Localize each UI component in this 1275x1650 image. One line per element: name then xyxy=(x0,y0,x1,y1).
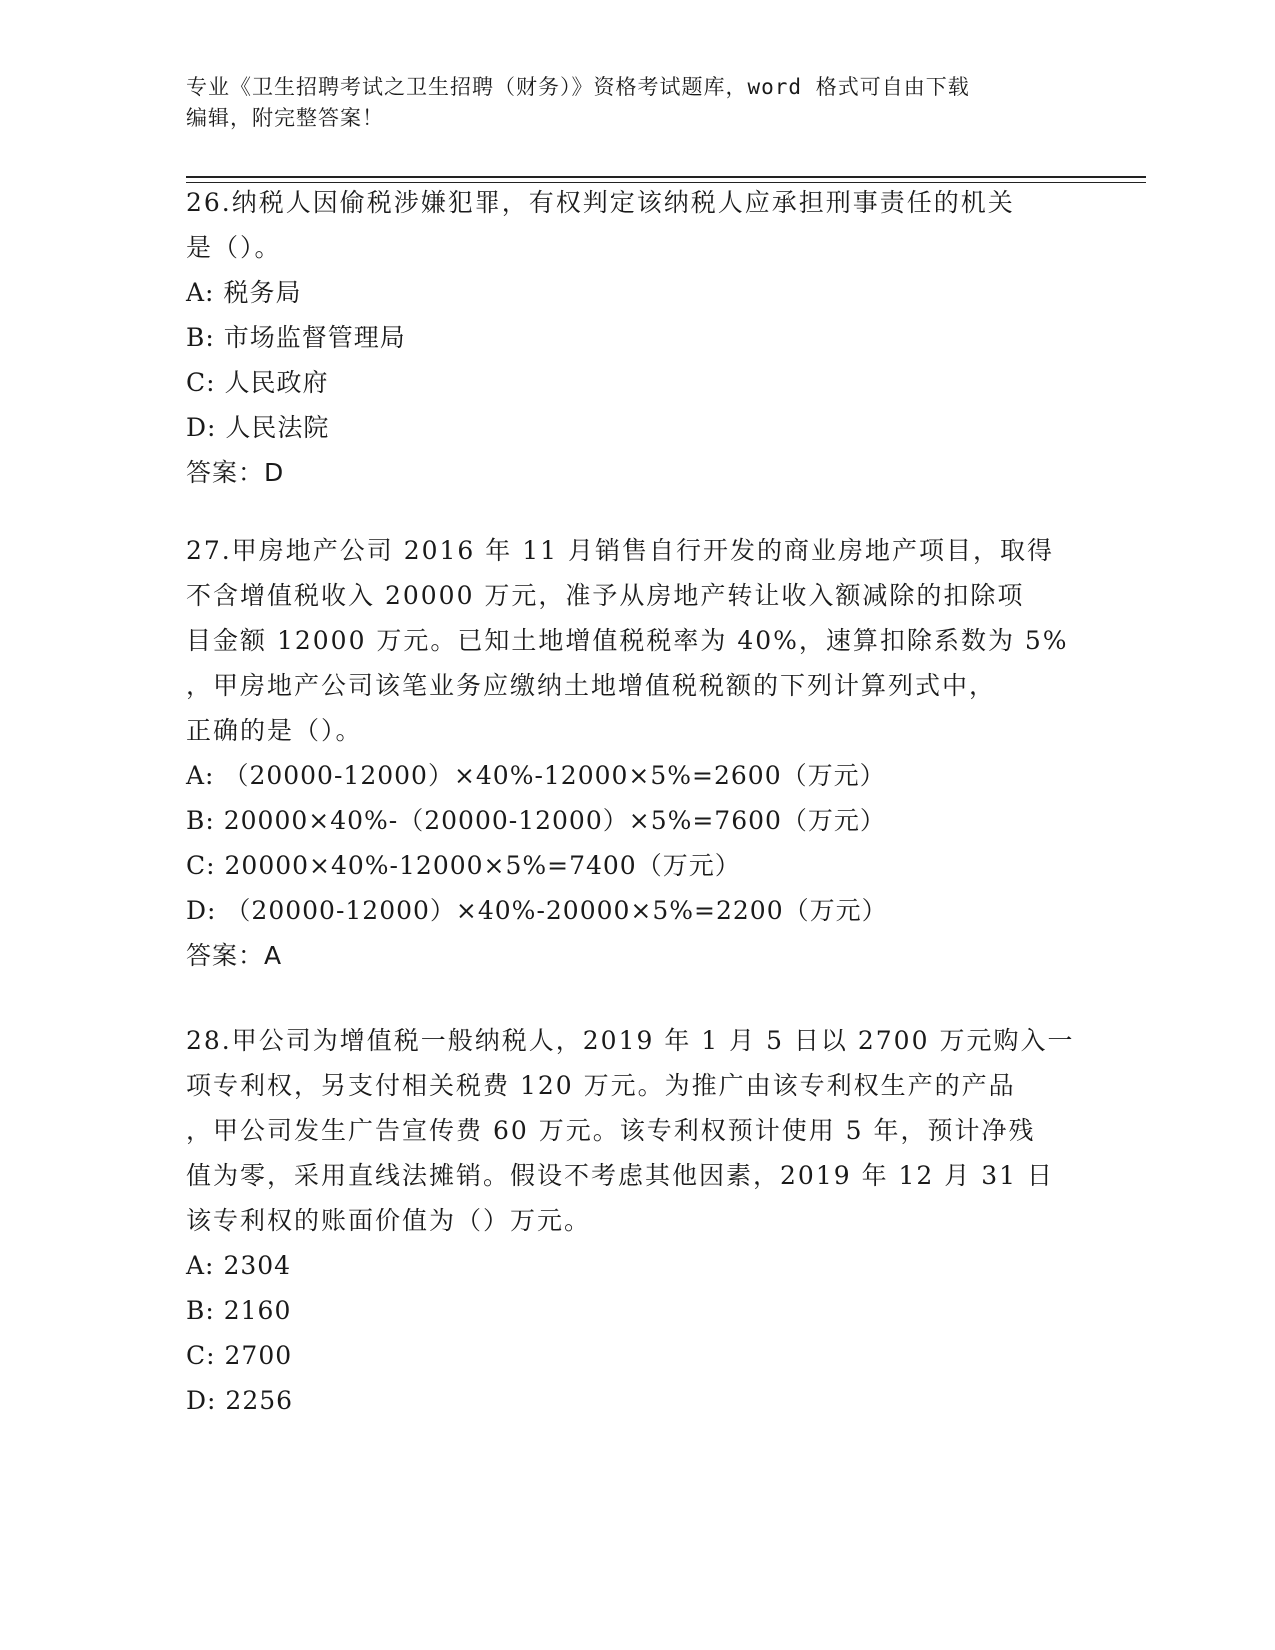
question-26-option-b xyxy=(186,315,1086,360)
question-28-option-c xyxy=(186,1333,1086,1378)
option-letter: A: xyxy=(186,1251,215,1280)
option-letter: D: xyxy=(186,413,217,442)
question-28-option-d xyxy=(186,1378,1086,1423)
question-26-option-c xyxy=(186,360,1086,405)
option-letter: D: xyxy=(186,896,217,925)
question-27 xyxy=(186,528,1086,978)
option-text: 人民法院 xyxy=(225,413,330,442)
option-text: 2160 xyxy=(223,1296,292,1325)
document-header xyxy=(186,72,1066,134)
question-27-option-d xyxy=(186,888,1086,933)
option-text: 2304 xyxy=(223,1251,292,1280)
question-27-answer: 答案：A xyxy=(186,941,283,970)
option-text: 市场监督管理局 xyxy=(223,323,406,352)
option-text: （20000-12000）×40%-20000×5%=2200（万元） xyxy=(225,896,888,925)
question-28-line-4: 值为零，采用直线法摊销。假设不考虑其他因素，2019 年 12 月 31 日 xyxy=(186,1161,1054,1190)
question-28-line-1: 28.甲公司为增值税一般纳税人，2019 年 1 月 5 日以 2700 万元购入一 xyxy=(186,1026,1075,1055)
option-letter: A: xyxy=(186,278,215,307)
question-27-line-2: 不含增值税收入 20000 万元，准予从房地产转让收入额减除的扣除项 xyxy=(186,581,1025,610)
question-27-option-c xyxy=(186,843,1086,888)
question-27-line-5: 正确的是（）。 xyxy=(186,716,363,745)
question-26 xyxy=(186,180,1086,495)
option-text: 人民政府 xyxy=(224,368,329,397)
question-27-line-1: 27.甲房地产公司 2016 年 11 月销售自行开发的商业房地产项目，取得 xyxy=(186,536,1054,565)
option-text: 税务局 xyxy=(223,278,302,307)
option-text: 20000×40%-12000×5%=7400（万元） xyxy=(224,851,741,880)
question-28-option-b xyxy=(186,1288,1086,1333)
header-divider-thick xyxy=(186,176,1146,178)
option-letter: D: xyxy=(186,1386,217,1415)
option-letter: A: xyxy=(186,761,215,790)
option-letter: C: xyxy=(186,368,216,397)
question-26-answer: 答案：D xyxy=(186,458,285,487)
question-27-line-3: 目金额 12000 万元。已知土地增值税税率为 40%，速算扣除系数为 5% xyxy=(186,626,1069,655)
question-26-line-1: 26.纳税人因偷税涉嫌犯罪，有权判定该纳税人应承担刑事责任的机关 xyxy=(186,188,1015,217)
option-text: 2256 xyxy=(225,1386,294,1415)
question-26-option-d xyxy=(186,405,1086,450)
question-27-line-4: ，甲房地产公司该笔业务应缴纳土地增值税税额的下列计算列式中， xyxy=(186,671,997,700)
question-27-option-b xyxy=(186,798,1086,843)
question-28 xyxy=(186,1018,1086,1423)
option-letter: C: xyxy=(186,851,216,880)
option-letter: B: xyxy=(186,323,215,352)
question-28-option-a xyxy=(186,1243,1086,1288)
question-26-line-2: 是（）。 xyxy=(186,233,282,262)
option-letter: B: xyxy=(186,1296,215,1325)
option-text: 20000×40%-（20000-12000）×5%=7600（万元） xyxy=(223,806,886,835)
option-letter: C: xyxy=(186,1341,216,1370)
question-26-option-a xyxy=(186,270,1086,315)
header-line-1: 专业《卫生招聘考试之卫生招聘（财务）》资格考试题库，word 格式可自由下载 xyxy=(186,75,970,99)
header-line-2: 编辑，附完整答案！ xyxy=(186,106,384,130)
question-28-line-3: ，甲公司发生广告宣传费 60 万元。该专利权预计使用 5 年，预计净残 xyxy=(186,1116,1036,1145)
question-28-line-2: 项专利权，另支付相关税费 120 万元。为推广由该专利权生产的产品 xyxy=(186,1071,1016,1100)
option-letter: B: xyxy=(186,806,215,835)
question-28-line-5: 该专利权的账面价值为（）万元。 xyxy=(186,1206,592,1235)
option-text: （20000-12000）×40%-12000×5%=2600（万元） xyxy=(223,761,886,790)
option-text: 2700 xyxy=(224,1341,293,1370)
question-27-option-a xyxy=(186,753,1086,798)
